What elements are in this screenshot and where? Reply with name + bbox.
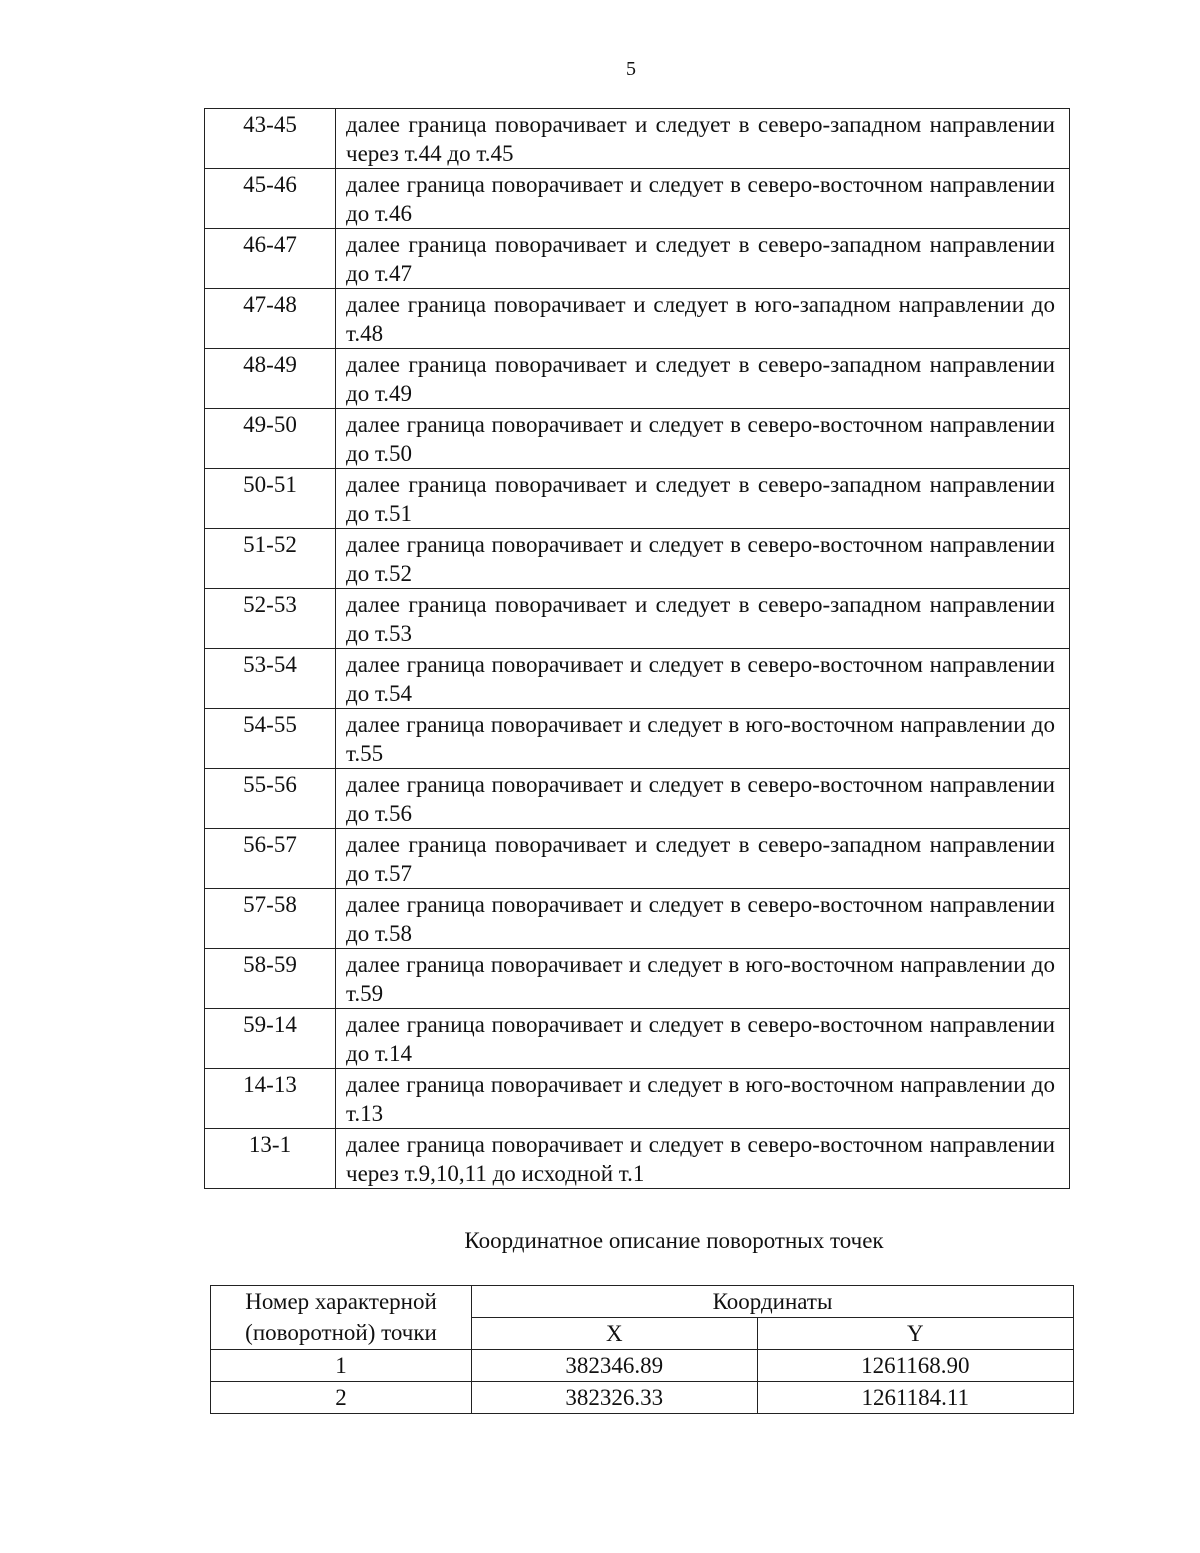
segment-cell: 55-56 — [205, 769, 336, 829]
description-cell: далее граница поворачивает и следует в юго-западном направлении до т.48 — [336, 289, 1070, 349]
segment-cell: 54-55 — [205, 709, 336, 769]
description-cell: далее граница поворачивает и следует в юго-восточном направлении до т.13 — [336, 1069, 1070, 1129]
segment-cell: 50-51 — [205, 469, 336, 529]
description-cell: далее граница поворачивает и следует в северо-западном направлении до т.51 — [336, 469, 1070, 529]
segment-cell: 43-45 — [205, 109, 336, 169]
segment-cell: 49-50 — [205, 409, 336, 469]
y-header: Y — [757, 1318, 1073, 1350]
segment-cell: 13-1 — [205, 1129, 336, 1189]
table-row — [211, 1350, 1074, 1382]
description-cell: далее граница поворачивает и следует в северо-восточном направлении через т.9,10,11 до исходной т.1 — [336, 1129, 1070, 1189]
description-cell: далее граница поворачивает и следует в северо-западном направлении до т.53 — [336, 589, 1070, 649]
page-number: 5 — [626, 58, 636, 80]
description-cell: далее граница поворачивает и следует в северо-восточном направлении до т.14 — [336, 1009, 1070, 1069]
segment-cell: 45-46 — [205, 169, 336, 229]
table-row — [205, 889, 1070, 949]
segment-cell: 57-58 — [205, 889, 336, 949]
description-cell: далее граница поворачивает и следует в северо-западном направлении до т.57 — [336, 829, 1070, 889]
x-cell: 382326.33 — [472, 1382, 758, 1414]
table-row — [205, 529, 1070, 589]
segment-cell: 52-53 — [205, 589, 336, 649]
y-cell: 1261184.11 — [757, 1382, 1073, 1414]
segment-cell: 14-13 — [205, 1069, 336, 1129]
table-row — [205, 709, 1070, 769]
table-row — [205, 349, 1070, 409]
table-row — [205, 109, 1070, 169]
description-cell: далее граница поворачивает и следует в северо-восточном направлении до т.54 — [336, 649, 1070, 709]
table-row — [205, 649, 1070, 709]
coordinates-header: Координаты — [472, 1286, 1074, 1318]
description-cell: далее граница поворачивает и следует в северо-восточном направлении до т.52 — [336, 529, 1070, 589]
segment-cell: 59-14 — [205, 1009, 336, 1069]
table-row — [205, 409, 1070, 469]
segment-cell: 51-52 — [205, 529, 336, 589]
description-cell: далее граница поворачивает и следует в юго-восточном направлении до т.59 — [336, 949, 1070, 1009]
description-cell: далее граница поворачивает и следует в юго-восточном направлении до т.55 — [336, 709, 1070, 769]
table-row — [205, 769, 1070, 829]
section-title: Координатное описание поворотных точек — [464, 1228, 884, 1253]
segment-cell: 56-57 — [205, 829, 336, 889]
table-row — [205, 469, 1070, 529]
table-row — [205, 229, 1070, 289]
y-cell: 1261168.90 — [757, 1350, 1073, 1382]
coordinates-table — [210, 1285, 1074, 1414]
table-row — [205, 169, 1070, 229]
table-row — [211, 1382, 1074, 1414]
description-cell: далее граница поворачивает и следует в северо-восточном направлении до т.46 — [336, 169, 1070, 229]
description-cell: далее граница поворачивает и следует в северо-западном направлении через т.44 до т.45 — [336, 109, 1070, 169]
table-row — [205, 1009, 1070, 1069]
segment-cell: 48-49 — [205, 349, 336, 409]
x-header: X — [472, 1318, 758, 1350]
description-cell: далее граница поворачивает и следует в северо-западном направлении до т.47 — [336, 229, 1070, 289]
segment-cell: 47-48 — [205, 289, 336, 349]
description-cell: далее граница поворачивает и следует в северо-восточном направлении до т.58 — [336, 889, 1070, 949]
description-cell: далее граница поворачивает и следует в северо-восточном направлении до т.56 — [336, 769, 1070, 829]
description-cell: далее граница поворачивает и следует в северо-западном направлении до т.49 — [336, 349, 1070, 409]
x-cell: 382346.89 — [472, 1350, 758, 1382]
table-row — [205, 589, 1070, 649]
table-row — [205, 1129, 1070, 1189]
table-header-row — [211, 1286, 1074, 1318]
segment-cell: 58-59 — [205, 949, 336, 1009]
segment-cell: 46-47 — [205, 229, 336, 289]
point-number-header: Номер характерной (поворотной) точки — [211, 1286, 472, 1350]
table-row — [205, 1069, 1070, 1129]
table-row — [205, 289, 1070, 349]
segment-cell: 53-54 — [205, 649, 336, 709]
boundary-description-table — [204, 108, 1070, 1189]
table-row — [205, 829, 1070, 889]
description-cell: далее граница поворачивает и следует в северо-восточном направлении до т.50 — [336, 409, 1070, 469]
point-cell: 1 — [211, 1350, 472, 1382]
table-row — [205, 949, 1070, 1009]
point-cell: 2 — [211, 1382, 472, 1414]
